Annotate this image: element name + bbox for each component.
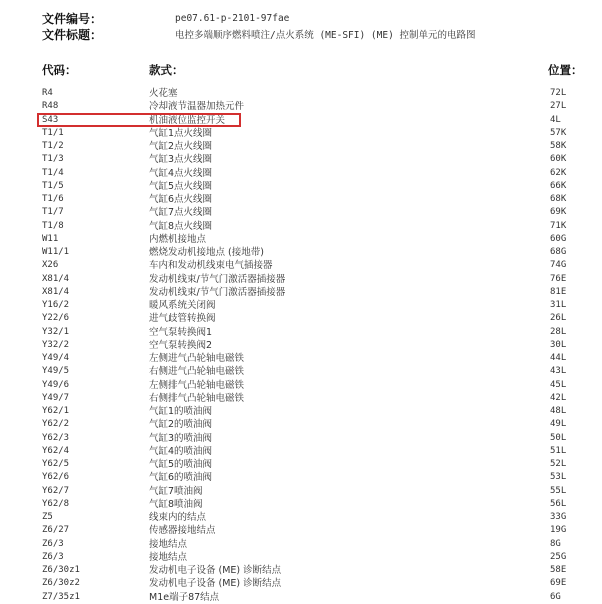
row-location: 26L: [550, 313, 567, 324]
row-style: 内燃机接地点: [149, 233, 207, 245]
column-header-style: 款式：: [149, 63, 184, 77]
table-row: [42, 524, 584, 537]
table-row: [42, 312, 584, 325]
row-code: R4: [42, 88, 53, 98]
table-row: [42, 100, 584, 113]
table-row: [42, 87, 584, 100]
row-location: 57K: [550, 127, 567, 138]
table-row: [42, 405, 584, 418]
row-style: 气缸7点火线圈: [149, 207, 213, 219]
row-location: 25G: [550, 551, 567, 562]
row-location: 55L: [550, 485, 567, 496]
row-location: 28L: [550, 326, 567, 337]
row-code: Y62/7: [42, 485, 70, 496]
row-code: X81/4: [42, 273, 70, 284]
row-location: 42L: [550, 392, 567, 403]
row-location: 68G: [550, 247, 567, 257]
row-code: T1/4: [42, 167, 64, 178]
row-code: X81/4: [42, 286, 70, 297]
row-style: 气缸1点火线圈: [149, 127, 213, 139]
row-location: 31L: [550, 300, 567, 310]
row-style: 左侧进气凸轮轴电磁铁: [149, 353, 245, 364]
row-style: 气缸3的喷油阀: [149, 432, 213, 444]
row-location: 27L: [550, 101, 567, 112]
row-code: Z5: [42, 512, 53, 522]
row-location: 66K: [550, 180, 567, 191]
row-style: 车内和发动机线束电气插接器: [149, 260, 273, 272]
row-location: 72L: [550, 88, 567, 98]
table-row: [42, 153, 584, 166]
file-title-value: 电控多端顺序燃料喷注/点火系统 (ME-SFI) (ME) 控制单元的电路图: [175, 30, 476, 41]
table-row: [42, 114, 584, 127]
row-style: 发动机线束/节气门激活器插接器: [149, 273, 286, 285]
table-row: [42, 577, 584, 590]
row-location: 51L: [550, 445, 567, 456]
table-row: [42, 551, 584, 564]
row-code: Y62/2: [42, 419, 70, 430]
row-code: Y32/1: [42, 326, 70, 337]
row-location: 60K: [550, 154, 567, 165]
row-location: 68K: [550, 194, 567, 204]
row-style: 机油液位监控开关: [149, 114, 226, 126]
row-style: 发动机电子设备 (ME) 诊断结点: [149, 565, 282, 576]
row-code: X26: [42, 260, 59, 271]
row-code: T1/2: [42, 141, 64, 151]
row-location: 45L: [550, 379, 567, 390]
row-code: Y22/6: [42, 313, 70, 324]
row-code: Z6/30z1: [42, 565, 80, 575]
table-row: [42, 206, 584, 219]
table-row: [42, 485, 584, 498]
file-number-value: pe07.61-p-2101-97fae: [175, 12, 290, 24]
column-header-location: 位置：: [548, 63, 583, 77]
row-style: 线束内的结点: [149, 512, 207, 523]
row-location: 69K: [550, 207, 567, 218]
row-location: 53L: [550, 472, 567, 483]
file-number-row: [42, 10, 582, 26]
row-code: Y62/3: [42, 432, 70, 443]
table-row: [42, 286, 584, 299]
row-code: S43: [42, 114, 59, 125]
row-style: 冷却液节温器加热元件: [149, 101, 245, 113]
row-location: 6G: [550, 591, 561, 602]
row-style: 气缸2点火线圈: [149, 141, 213, 152]
row-code: Z6/30z2: [42, 578, 80, 589]
component-table: [42, 87, 584, 604]
row-location: 50L: [550, 432, 567, 443]
column-header-code: 代码：: [42, 63, 77, 77]
row-code: Z6/3: [42, 551, 64, 562]
table-row: [42, 259, 584, 272]
file-title-row: [42, 26, 582, 42]
row-style: M1e端子87结点: [149, 591, 220, 603]
table-row: [42, 471, 584, 484]
table-row: [42, 326, 584, 339]
row-code: R48: [42, 101, 59, 112]
table-row: [42, 246, 584, 259]
row-location: 43L: [550, 366, 567, 377]
row-code: T1/6: [42, 194, 64, 204]
row-location: 58E: [550, 565, 567, 575]
row-code: Y62/1: [42, 406, 70, 416]
row-style: 空气泵转换阀2: [149, 339, 213, 351]
row-style: 发动机电子设备 (ME) 诊断结点: [149, 578, 282, 590]
row-style: 气缸1的喷油阀: [149, 406, 213, 417]
row-code: Y62/5: [42, 459, 70, 469]
table-row: [42, 339, 584, 352]
row-location: 74G: [550, 260, 567, 271]
table-row: [42, 445, 584, 458]
row-location: 30L: [550, 339, 567, 350]
table-row: [42, 180, 584, 193]
row-code: Z6/3: [42, 538, 64, 549]
table-row: [42, 140, 584, 153]
row-location: 62K: [550, 167, 567, 178]
row-style: 接地结点: [149, 538, 188, 550]
table-row: [42, 299, 584, 312]
table-header: [42, 62, 584, 78]
row-location: 48L: [550, 406, 567, 416]
row-style: 气缸7喷油阀: [149, 485, 203, 497]
table-row: [42, 220, 584, 233]
table-row: [42, 418, 584, 431]
table-row: [42, 511, 584, 524]
table-row: [42, 498, 584, 511]
row-style: 空气泵转换阀1: [149, 326, 213, 338]
row-location: 4L: [550, 114, 561, 125]
row-style: 燃烧发动机接地点 (接地带): [149, 247, 264, 258]
row-style: 左侧排气凸轮轴电磁铁: [149, 379, 245, 391]
row-code: T1/1: [42, 127, 64, 138]
row-code: Y62/6: [42, 472, 70, 483]
row-code: Z7/35z1: [42, 591, 80, 602]
row-location: 19G: [550, 525, 567, 536]
row-location: 58K: [550, 141, 567, 151]
row-style: 气缸5点火线圈: [149, 180, 213, 192]
row-location: 81E: [550, 286, 567, 297]
row-style: 接地结点: [149, 551, 188, 563]
row-style: 发动机线束/节气门激活器插接器: [149, 286, 286, 298]
row-code: T1/3: [42, 154, 64, 165]
table-row: [42, 127, 584, 140]
row-style: 右侧进气凸轮轴电磁铁: [149, 366, 245, 378]
file-number-label: 文件编号：: [42, 11, 103, 26]
table-row: [42, 352, 584, 365]
file-title-label: 文件标题：: [42, 27, 103, 42]
row-code: Y49/6: [42, 379, 70, 390]
table-row: [42, 432, 584, 445]
table-row: [42, 365, 584, 378]
row-location: 8G: [550, 538, 561, 549]
row-code: T1/8: [42, 220, 64, 231]
table-row: [42, 379, 584, 392]
row-style: 气缸6点火线圈: [149, 194, 213, 205]
table-row: [42, 564, 584, 577]
row-style: 右侧排气凸轮轴电磁铁: [149, 392, 245, 404]
table-row: [42, 193, 584, 206]
row-location: 49L: [550, 419, 567, 430]
row-code: T1/5: [42, 180, 64, 191]
row-location: 33G: [550, 512, 567, 522]
row-style: 气缸5的喷油阀: [149, 459, 213, 470]
table-row: [42, 538, 584, 551]
row-code: Z6/27: [42, 525, 70, 536]
row-code: T1/7: [42, 207, 64, 218]
table-row: [42, 392, 584, 405]
table-row: [42, 591, 584, 604]
row-style: 传感器接地结点: [149, 525, 216, 537]
row-style: 气缸2的喷油阀: [149, 419, 213, 431]
row-style: 气缸3点火线圈: [149, 154, 213, 166]
row-location: 71K: [550, 220, 567, 231]
row-code: Y49/4: [42, 353, 70, 363]
row-location: 52L: [550, 459, 567, 469]
row-location: 69E: [550, 578, 567, 589]
row-code: Y62/8: [42, 498, 70, 509]
row-style: 气缸4点火线圈: [149, 167, 213, 179]
row-style: 气缸8喷油阀: [149, 498, 203, 510]
row-code: W11: [42, 233, 59, 244]
document-meta: [42, 10, 582, 42]
row-code: W11/1: [42, 247, 70, 257]
row-style: 气缸8点火线圈: [149, 220, 213, 232]
row-style: 暖风系统关闭阀: [149, 300, 216, 311]
row-code: Y49/7: [42, 392, 70, 403]
row-code: Y62/4: [42, 445, 70, 456]
row-location: 60G: [550, 233, 567, 244]
row-style: 火花塞: [149, 88, 178, 99]
row-location: 56L: [550, 498, 567, 509]
table-row: [42, 167, 584, 180]
row-style: 进气歧管转换阀: [149, 313, 216, 325]
row-code: Y16/2: [42, 300, 70, 310]
row-code: Y49/5: [42, 366, 70, 377]
row-style: 气缸4的喷油阀: [149, 445, 213, 457]
row-location: 44L: [550, 353, 567, 363]
row-style: 气缸6的喷油阀: [149, 472, 213, 484]
table-row: [42, 273, 584, 286]
table-row: [42, 233, 584, 246]
row-location: 76E: [550, 273, 567, 284]
table-row: [42, 458, 584, 471]
row-code: Y32/2: [42, 339, 70, 350]
